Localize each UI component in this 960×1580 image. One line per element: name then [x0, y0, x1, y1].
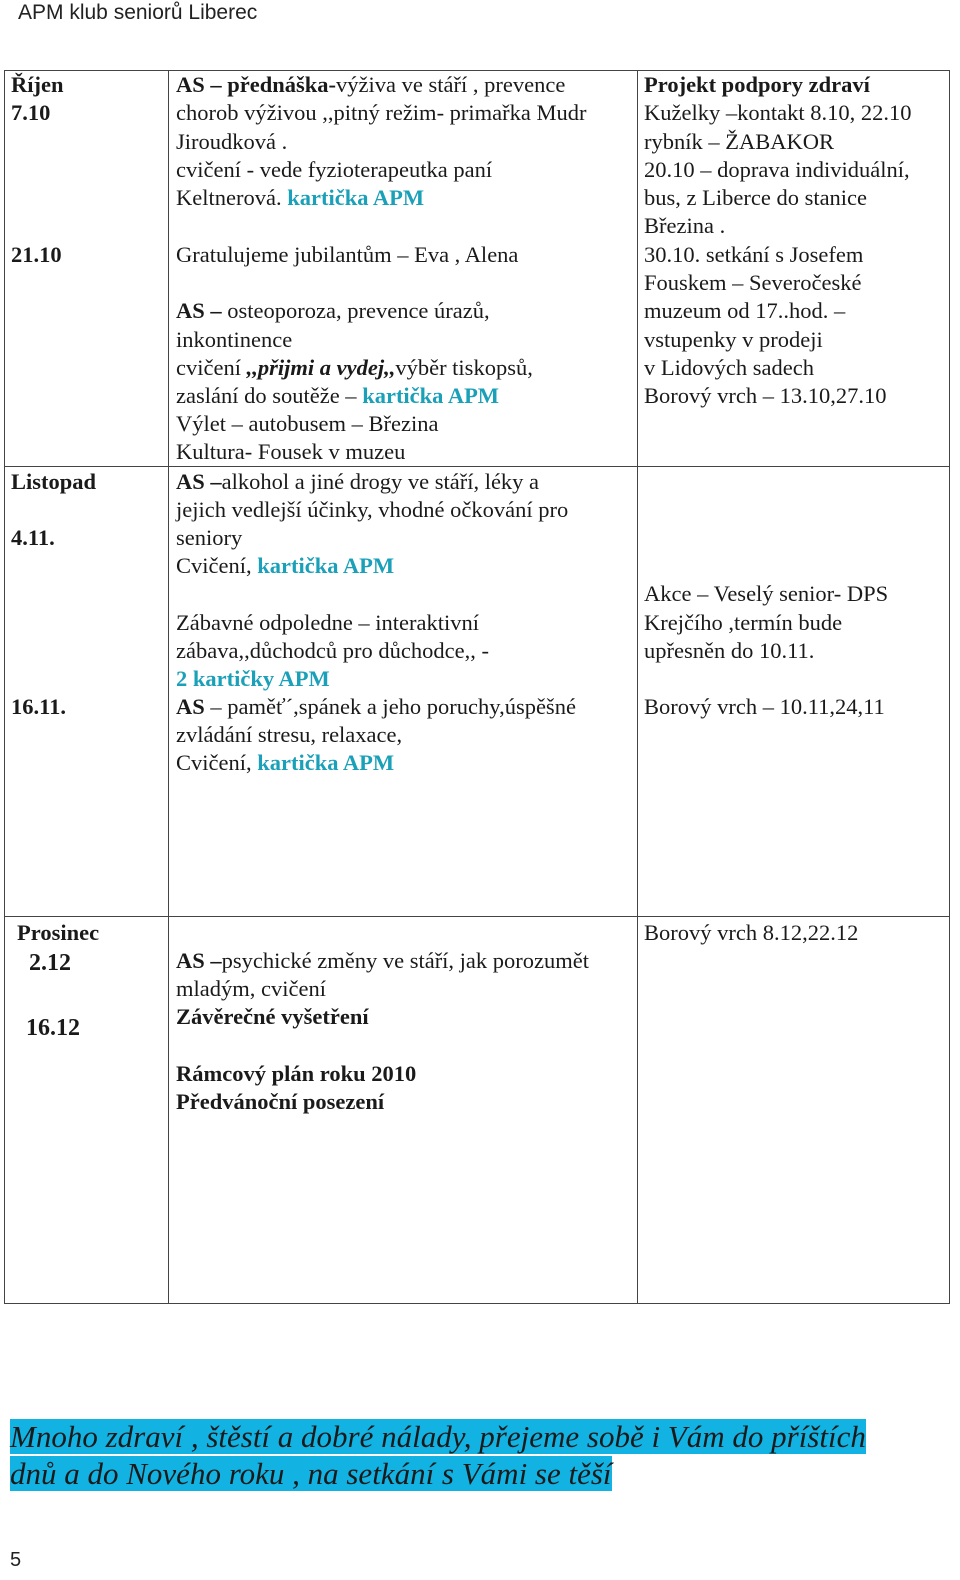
rijen-program-cell: [168, 70, 638, 467]
date-label: 21.10: [11, 242, 62, 267]
date-label: 4.11.: [11, 525, 55, 550]
program-line: zvládání stresu, relaxace,: [176, 722, 403, 747]
date-label: 16.11.: [11, 694, 67, 719]
program-line: chorob výživou ,,pitný režim- primařka Mudr: [176, 100, 587, 125]
month-label: Říjen: [11, 72, 64, 97]
month-label: Prosinec: [17, 920, 100, 945]
program-line: Cvičení, kartička APM: [176, 750, 395, 775]
page-number: 5: [10, 1549, 22, 1571]
notes-line: v Lidových sadech: [644, 355, 814, 380]
rijen-notes-cell: [637, 70, 950, 467]
closing-line: Mnoho zdraví , štěstí a dobré nálady, přejeme sobě i Vám do příštích: [10, 1419, 866, 1454]
program-line: Rámcový plán roku 2010: [176, 1061, 417, 1086]
notes-line: upřesněn do 10.11.: [644, 638, 815, 663]
notes-heading: Projekt podpory zdraví: [644, 72, 870, 97]
notes-line: Kuželky –kontakt 8.10, 22.10: [644, 100, 912, 125]
program-line: seniory: [176, 525, 243, 550]
apm-card-label: 2 kartičky APM: [176, 666, 330, 691]
closing-wish: [10, 1418, 866, 1492]
apm-card-label: kartička APM: [362, 383, 500, 408]
program-line: Výlet – autobusem – Březina: [176, 411, 439, 436]
notes-line: vstupenky v prodeji: [644, 327, 823, 352]
program-line: AS –psychické změny ve stáří, jak porozumět: [176, 948, 590, 973]
notes-line: 30.10. setkání s Josefem: [644, 242, 864, 267]
program-line: cvičení ,,přijmi a vydej,,výběr tiskopsů,: [176, 355, 533, 380]
program-line: Jiroudková .: [176, 129, 288, 154]
notes-line: bus, z Liberce do stanice: [644, 185, 868, 210]
document-header: APM klub seniorů Liberec: [18, 1, 258, 24]
closing-line: dnů a do Nového roku , na setkání s Vámi se těší: [10, 1456, 612, 1491]
notes-line: Borový vrch – 13.10,27.10: [644, 383, 887, 408]
apm-card-label: kartička APM: [257, 750, 395, 775]
notes-line: Borový vrch 8.12,22.12: [644, 920, 859, 945]
listopad-notes-cell: [637, 466, 950, 917]
notes-line: muzeum od 17..hod. –: [644, 298, 846, 323]
listopad-program-cell: [168, 466, 638, 917]
program-line: AS –alkohol a jiné drogy ve stáří, léky a: [176, 469, 540, 494]
date-label: 7.10: [11, 100, 51, 125]
program-line: Zábavné odpoledne – interaktivní: [176, 610, 480, 635]
program-line: inkontinence: [176, 327, 293, 352]
program-line: zaslání do soutěže – kartička APM: [176, 383, 500, 408]
notes-line: Krejčího ,termín bude: [644, 610, 843, 635]
apm-card-label: kartička APM: [257, 553, 395, 578]
prosinec-notes-cell: [637, 916, 950, 1304]
date-label: 2.12: [29, 950, 71, 976]
prosinec-date-cell: [4, 916, 169, 1304]
program-line: mladým, cvičení: [176, 976, 326, 1001]
apm-card-label: kartička APM: [287, 185, 425, 210]
program-line: Keltnerová. kartička APM: [176, 185, 425, 210]
notes-line: rybník – ŽABAKOR: [644, 129, 834, 154]
listopad-date-cell: [4, 466, 169, 917]
program-line: zábava,,důchodců pro důchodce,, -: [176, 638, 489, 663]
date-label: 16.12: [26, 1015, 80, 1041]
rijen-date-cell: [4, 70, 169, 467]
program-line: AS – paměť´,spánek a jeho poruchy,úspěšné: [176, 694, 576, 719]
notes-line: Borový vrch – 10.11,24,11: [644, 694, 885, 719]
notes-line: 20.10 – doprava individuální,: [644, 157, 910, 182]
program-line: AS – osteoporoza, prevence úrazů,: [176, 298, 490, 323]
notes-line: Březina .: [644, 213, 726, 238]
program-line: Cvičení, kartička APM: [176, 553, 395, 578]
program-line: Kultura- Fousek v muzeu: [176, 439, 406, 464]
program-line: cvičení - vede fyzioterapeutka paní: [176, 157, 493, 182]
program-line: jejich vedlejší účinky, vhodné očkování pro: [176, 497, 569, 522]
program-line: Závěrečné vyšetření: [176, 1004, 369, 1029]
program-line: Předvánoční posezení: [176, 1089, 385, 1114]
prosinec-program-cell: [168, 916, 638, 1304]
month-label: Listopad: [11, 469, 97, 494]
program-line: AS – přednáška-výživa ve stáří , prevence: [176, 72, 566, 97]
notes-line: Fouskem – Severočeské: [644, 270, 862, 295]
program-line: Gratulujeme jubilantům – Eva , Alena: [176, 242, 519, 267]
notes-line: Akce – Veselý senior- DPS: [644, 581, 889, 606]
